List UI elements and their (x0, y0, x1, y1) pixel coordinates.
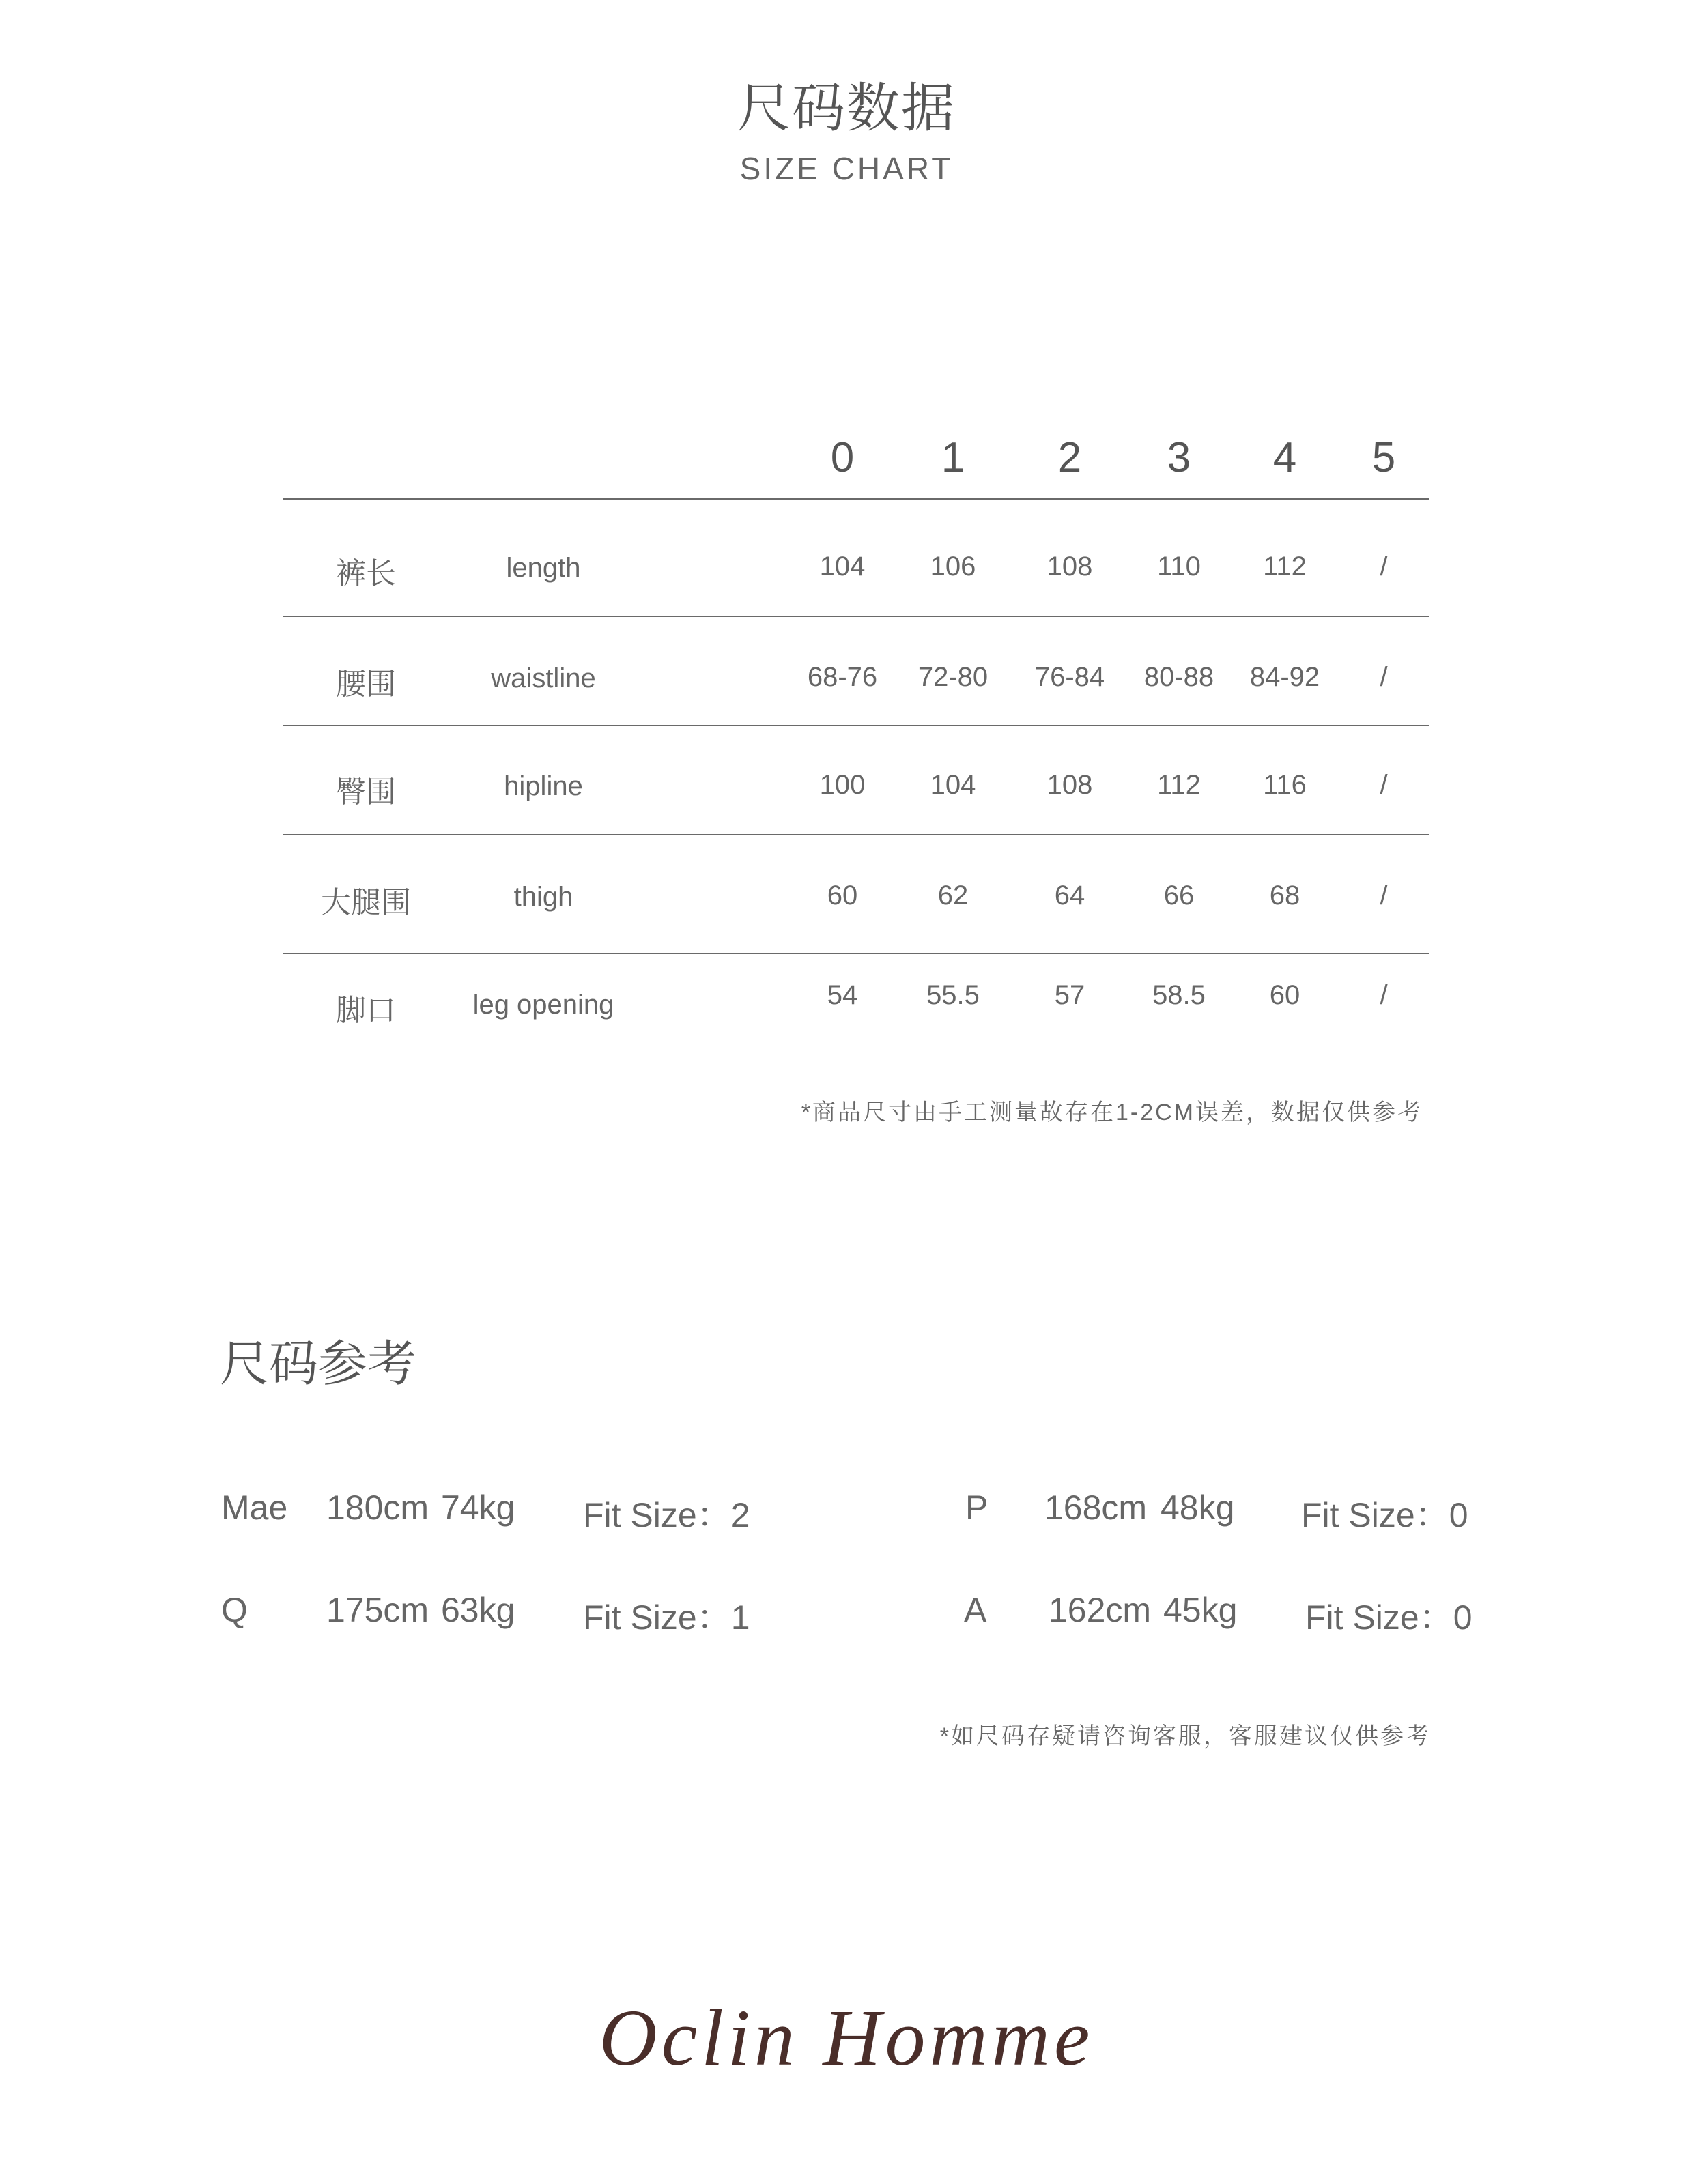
model-fit-size: Fit Size：0 (1301, 1496, 1468, 1534)
model-fit-size: Fit Size：2 (583, 1496, 750, 1534)
size-header-4: 4 (1272, 434, 1297, 481)
table-cell: 104 (819, 551, 866, 581)
table-cell: 66 (1163, 880, 1195, 910)
model-weight: 45kg (1163, 1591, 1238, 1629)
model-height: 180cm (326, 1489, 429, 1527)
model-height: 168cm (1044, 1489, 1148, 1527)
row-label-cn: 裤长 (336, 557, 396, 590)
table-cell: 112 (1263, 551, 1307, 581)
page-title: 尺码数据 (737, 78, 956, 138)
row-label-cn: 大腿围 (321, 886, 411, 919)
table-cell: 72-80 (917, 662, 988, 692)
model-height: 175cm (326, 1591, 429, 1629)
table-cell: 84-92 (1249, 662, 1320, 692)
size-header-1: 1 (941, 434, 965, 481)
table-cell: 112 (1157, 770, 1201, 800)
table-cell: 55.5 (926, 980, 980, 1010)
table-cell: / (1380, 980, 1388, 1010)
table-cell: 104 (930, 770, 976, 800)
model-name: A (964, 1591, 987, 1629)
table-cell: 80-88 (1143, 662, 1214, 692)
table-cell: 62 (937, 880, 969, 910)
row-label-cn: 腰围 (336, 667, 396, 701)
size-header-2: 2 (1057, 434, 1082, 481)
model-fit-size: Fit Size：0 (1305, 1598, 1473, 1637)
table-cell: 68 (1269, 880, 1300, 910)
table-divider (283, 616, 1429, 617)
table-cell: 60 (827, 880, 858, 910)
table-cell: 106 (930, 551, 976, 581)
service-note: *如尺码存疑请咨询客服，客服建议仅供参考 (939, 1723, 1431, 1749)
table-cell: 54 (827, 980, 858, 1010)
table-cell: 110 (1157, 551, 1201, 581)
model-weight: 63kg (441, 1591, 515, 1629)
table-divider (283, 498, 1429, 500)
table-cell: 58.5 (1152, 980, 1206, 1010)
row-label-en: length (506, 553, 581, 583)
table-cell: / (1380, 662, 1388, 692)
row-label-en: leg opening (472, 990, 614, 1020)
row-label-cn: 脚口 (336, 994, 396, 1027)
model-name: Mae (221, 1489, 288, 1527)
row-label-en: waistline (491, 663, 596, 693)
size-header-5: 5 (1371, 434, 1396, 481)
table-cell: 108 (1047, 770, 1093, 800)
svg-text:Oclin Homme: Oclin Homme (599, 1993, 1094, 2082)
row-label-cn: 臀围 (336, 775, 396, 809)
page-subtitle: SIZE CHART (739, 151, 954, 186)
size-header-3: 3 (1167, 434, 1191, 481)
table-cell: 68-76 (807, 662, 878, 692)
brand-logo (0, 1979, 1693, 2088)
table-divider (283, 953, 1429, 954)
table-cell: 100 (819, 770, 866, 800)
table-cell: 60 (1269, 980, 1300, 1010)
measurement-note: *商品尺寸由手工测量故存在1-2CM误差，数据仅供参考 (801, 1100, 1423, 1125)
model-weight: 74kg (441, 1489, 515, 1527)
model-name: P (965, 1489, 988, 1527)
table-cell: / (1380, 770, 1388, 800)
model-fit-size: Fit Size：1 (583, 1598, 750, 1637)
table-cell: 116 (1263, 770, 1307, 800)
model-name: Q (221, 1591, 248, 1629)
size-header-0: 0 (830, 434, 855, 481)
table-divider (283, 725, 1429, 726)
table-cell: 108 (1047, 551, 1093, 581)
table-cell: 64 (1054, 880, 1085, 910)
row-label-en: thigh (513, 882, 573, 912)
row-label-en: hipline (504, 771, 583, 801)
table-divider (283, 834, 1429, 835)
table-cell: / (1380, 880, 1388, 910)
model-height: 162cm (1049, 1591, 1152, 1629)
table-cell: 57 (1054, 980, 1085, 1010)
model-weight: 48kg (1161, 1489, 1235, 1527)
table-cell: 76-84 (1034, 662, 1105, 692)
table-cell: / (1380, 551, 1388, 581)
reference-title: 尺码参考 (220, 1337, 417, 1392)
